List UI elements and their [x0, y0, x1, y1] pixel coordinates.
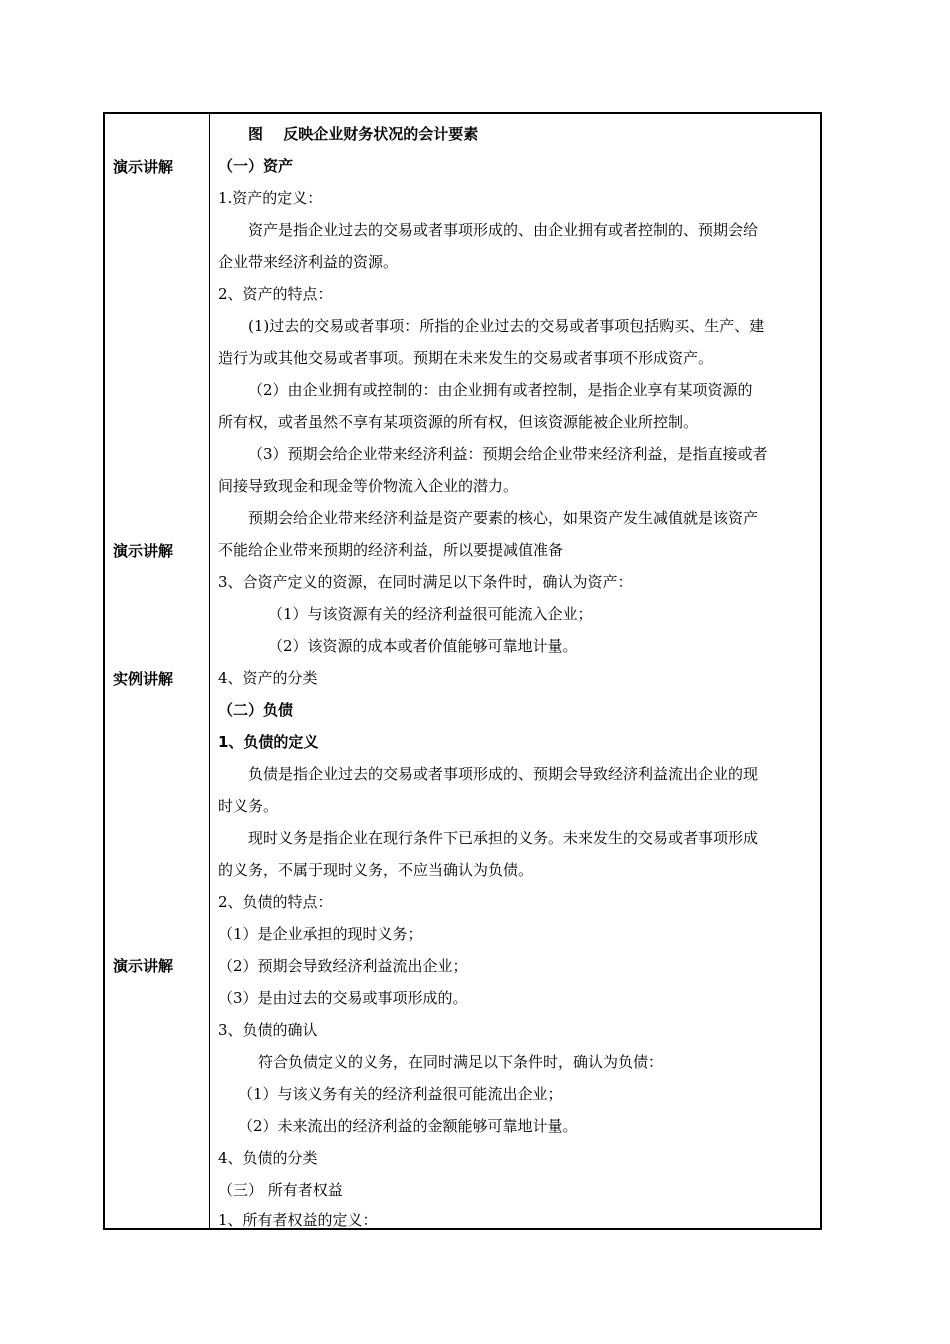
text-line: 符合负债定义的义务，在同时满足以下条件时，确认为负债： [258, 1053, 664, 1071]
text-line: 现时义务是指企业在现行条件下已承担的义务。未来发生的交易或者事项形成 [248, 829, 759, 847]
text-line: （3）是由过去的交易或事项形成的。 [218, 989, 468, 1007]
subheading: 1、负债的定义 [218, 733, 319, 751]
text-line: （2）该资源的成本或者价值能够可靠地计量。 [268, 637, 578, 655]
section-heading-liabilities: （二）负债 [218, 701, 294, 719]
left-label-demo-3: 演示讲解 [113, 957, 174, 975]
text-line: （1）是企业承担的现时义务； [218, 925, 423, 943]
figure-title: 图 反映企业财务状况的会计要素 [248, 125, 479, 143]
text-line: 企业带来经济利益的资源。 [218, 253, 399, 271]
text-line: 1.资产的定义： [218, 189, 323, 207]
text-line: 时义务。 [218, 797, 279, 815]
left-label-demo-2: 演示讲解 [113, 542, 174, 560]
text-line: 资产是指企业过去的交易或者事项形成的、由企业拥有或者控制的、预期会给 [248, 221, 759, 239]
text-line: （1）与该义务有关的经济利益很可能流出企业； [238, 1085, 563, 1103]
text-line: （1）与该资源有关的经济利益很可能流入企业； [268, 605, 593, 623]
text-line: （3）预期会给企业带来经济利益：预期会给企业带来经济利益，是指直接或者 [248, 445, 768, 463]
text-line: （2）未来流出的经济利益的金额能够可靠地计量。 [238, 1117, 578, 1135]
text-line: 1、所有者权益的定义： [218, 1211, 378, 1229]
text-line: 不能给企业带来预期的经济利益，所以要提减值准备 [218, 541, 564, 559]
text-line: （2）由企业拥有或控制的：由企业拥有或者控制，是指企业享有某项资源的 [248, 381, 753, 399]
left-label-example: 实例讲解 [113, 670, 174, 688]
text-line: 造行为或其他交易或者事项。预期在未来发生的交易或者事项不形成资产。 [218, 349, 714, 367]
text-line: 2、负债的特点： [218, 893, 333, 911]
text-line: (1)过去的交易或者事项：所指的企业过去的交易或者事项包括购买、生产、建 [248, 317, 765, 335]
document-table [103, 112, 822, 1230]
section-heading-assets: （一）资产 [218, 157, 294, 175]
left-label-demo-1: 演示讲解 [113, 158, 174, 176]
text-line: 2、资产的特点： [218, 285, 333, 303]
text-line: 间接导致现金和现金等价物流入企业的潜力。 [218, 477, 519, 495]
content-column [210, 114, 822, 1228]
text-line: （2）预期会导致经济利益流出企业； [218, 957, 468, 975]
text-line: 3、合资产定义的资源，在同时满足以下条件时，确认为资产： [218, 573, 633, 591]
text-line: 的义务，不属于现时义务，不应当确认为负债。 [218, 861, 534, 879]
text-line: 负债是指企业过去的交易或者事项形成的、预期会导致经济利益流出企业的现 [248, 765, 759, 783]
text-line: 3、负债的确认 [218, 1021, 318, 1039]
text-line: 4、负债的分类 [218, 1149, 318, 1167]
section-heading-equity: （三） 所有者权益 [218, 1181, 343, 1199]
text-line: 预期会给企业带来经济利益是资产要素的核心，如果资产发生减值就是该资产 [248, 509, 759, 527]
text-line: 所有权，或者虽然不享有某项资源的所有权，但该资源能被企业所控制。 [218, 413, 699, 431]
text-line: 4、资产的分类 [218, 669, 318, 687]
